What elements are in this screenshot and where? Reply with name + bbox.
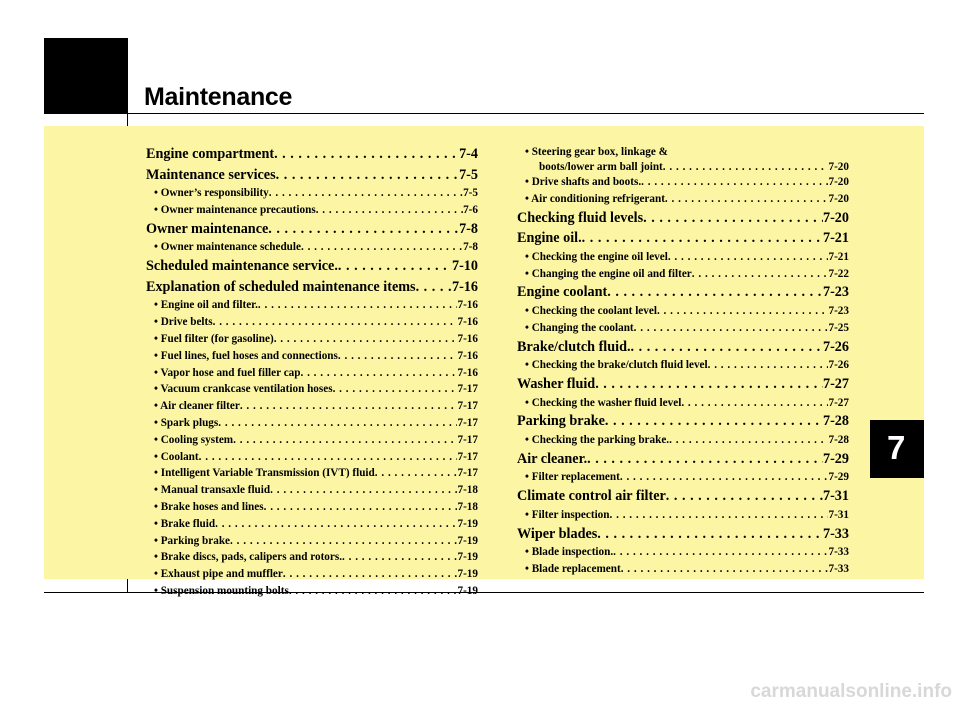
toc-entry-page: 7-33 xyxy=(828,546,849,559)
toc-entry[interactable] xyxy=(146,221,478,242)
chapter-number: 7 xyxy=(887,429,906,466)
chapter-header-block xyxy=(44,38,128,114)
toc-entry-title: • Spark plugs xyxy=(154,416,219,429)
dot-leader xyxy=(233,434,457,446)
toc-entry[interactable] xyxy=(517,193,849,210)
toc-entry[interactable] xyxy=(146,241,478,258)
toc-entry-page: 7-20 xyxy=(822,209,849,226)
dot-leader xyxy=(276,167,459,184)
dot-leader xyxy=(274,333,458,345)
toc-entry-page: 7-28 xyxy=(828,433,849,446)
toc-entry-page: 7-29 xyxy=(828,471,849,484)
dot-leader xyxy=(338,258,452,275)
toc-entry-page: 7-16 xyxy=(457,316,478,329)
toc-entry-page: 7-17 xyxy=(457,433,478,446)
dot-leader xyxy=(610,509,829,521)
dot-leader xyxy=(269,187,463,199)
toc-entry[interactable] xyxy=(517,376,849,397)
toc-entry-title: • Brake fluid xyxy=(154,517,216,530)
toc-entry[interactable] xyxy=(517,359,849,376)
toc-entry[interactable] xyxy=(146,333,478,350)
dot-leader xyxy=(258,299,458,311)
dot-leader xyxy=(641,176,828,188)
dot-leader xyxy=(283,568,458,580)
toc-entry-title: • Manual transaxle fluid xyxy=(154,484,271,497)
toc-entry[interactable] xyxy=(517,305,849,322)
dot-leader xyxy=(620,471,829,483)
toc-entry-title: • Steering gear box, linkage & xyxy=(525,146,668,158)
toc-entry[interactable] xyxy=(146,367,478,384)
toc-entry[interactable] xyxy=(146,518,478,535)
toc-entry-page: 7-17 xyxy=(457,450,478,463)
toc-entry[interactable] xyxy=(146,258,478,279)
toc-entry-page: 7-29 xyxy=(822,450,849,467)
watermark: carmanualsonline.info xyxy=(750,681,952,702)
toc-entry-title: • Engine oil and filter. xyxy=(154,299,258,312)
toc-entry-title: Wiper blades xyxy=(517,525,598,542)
toc-entry[interactable] xyxy=(517,413,849,434)
dot-leader xyxy=(230,535,457,547)
toc-entry-page: 7-28 xyxy=(822,413,849,430)
dot-leader xyxy=(595,376,823,393)
toc-entry-page: 7-31 xyxy=(822,488,849,505)
toc-entry[interactable] xyxy=(146,350,478,367)
toc-entry-title: Brake/clutch fluid. xyxy=(517,338,631,355)
toc-entry-title: Engine oil. xyxy=(517,230,582,247)
dot-leader xyxy=(218,417,457,429)
dot-leader xyxy=(665,193,829,205)
dot-leader xyxy=(666,488,823,505)
toc-entry[interactable] xyxy=(517,230,849,251)
dot-leader xyxy=(300,367,457,379)
toc-entry[interactable] xyxy=(146,535,478,552)
toc-entry[interactable] xyxy=(146,551,478,568)
page-title: Maintenance xyxy=(144,83,293,111)
dot-leader xyxy=(289,585,458,597)
toc-entry-title: boots/lower arm ball joint xyxy=(539,161,663,173)
toc-entry-title: • Checking the brake/clutch fluid level xyxy=(525,359,708,372)
toc-entry-title: • Owner’s responsibility xyxy=(154,187,269,200)
toc-entry-title: • Drive shafts and boots. xyxy=(525,176,642,188)
toc-entry[interactable] xyxy=(146,501,478,518)
toc-entry-title: • Checking the parking brake. xyxy=(525,433,670,446)
toc-entry[interactable] xyxy=(517,563,849,580)
toc-entry-title: • Checking the coolant level xyxy=(525,304,657,317)
toc-entry[interactable] xyxy=(146,146,478,167)
toc-entry-title: • Changing the engine oil and filter xyxy=(525,267,692,280)
toc-entry[interactable] xyxy=(517,488,849,509)
dot-leader xyxy=(375,467,458,479)
toc-entry-title: Climate control air filter xyxy=(517,488,666,505)
toc-entry-title: • Vacuum crankcase ventilation hoses xyxy=(154,383,333,396)
dot-leader xyxy=(681,397,828,409)
dot-leader xyxy=(607,284,823,301)
toc-entry[interactable] xyxy=(146,383,478,400)
toc-entry-page: 7-19 xyxy=(457,584,478,597)
toc-entry-page: 7-16 xyxy=(457,349,478,362)
toc-entry[interactable] xyxy=(146,467,478,484)
toc-entry-page: 7-16 xyxy=(457,299,478,312)
dot-leader xyxy=(270,484,457,496)
toc-entry-page: 7-23 xyxy=(822,284,849,301)
dot-leader xyxy=(240,400,458,412)
toc-entry-title: • Drive belts xyxy=(154,316,213,329)
toc-entry[interactable] xyxy=(517,526,849,547)
toc-entry-page: 7-8 xyxy=(459,220,478,237)
toc-entry-page: 7-21 xyxy=(822,230,849,247)
dot-leader xyxy=(634,322,829,334)
toc-entry-page: 7-21 xyxy=(828,250,849,263)
dot-leader xyxy=(692,268,829,280)
toc-entry[interactable] xyxy=(146,279,478,300)
toc-entry[interactable] xyxy=(517,509,849,526)
toc-entry-page: 7-20 xyxy=(828,176,849,188)
toc-entry-page: 7-22 xyxy=(828,267,849,280)
toc-entry-page: 7-16 xyxy=(457,366,478,379)
toc-entry-page: 7-27 xyxy=(822,375,849,392)
toc-entry-title: Engine coolant xyxy=(517,284,608,301)
toc-entry-title: • Coolant xyxy=(154,450,199,463)
toc-entry-page: 7-19 xyxy=(457,534,478,547)
toc-entry-page: 7-5 xyxy=(463,187,478,200)
toc-entry[interactable] xyxy=(146,167,478,188)
toc-entry-title: Explanation of scheduled maintenance items xyxy=(146,278,416,295)
toc-entry[interactable] xyxy=(517,451,849,472)
toc-entry-page: 7-16 xyxy=(457,332,478,345)
toc-entry[interactable] xyxy=(517,251,849,268)
toc-entry-page: 7-23 xyxy=(828,304,849,317)
toc-entry-title: • Parking brake xyxy=(154,534,231,547)
toc-entry-title: • Filter replacement xyxy=(525,471,620,484)
toc-entry-title: • Checking the washer fluid level xyxy=(525,396,682,409)
dot-leader xyxy=(669,434,828,446)
toc-entry[interactable] xyxy=(517,176,849,193)
toc-entry-title: Air cleaner. xyxy=(517,450,588,467)
toc-entry-page: 7-18 xyxy=(457,484,478,497)
toc-entry-title: • Suspension mounting bolts xyxy=(154,584,289,597)
toc-entry-page: 7-20 xyxy=(828,161,849,173)
toc-entry-page: 7-18 xyxy=(457,500,478,513)
toc-entry[interactable] xyxy=(517,146,849,161)
toc-entry-page: 7-19 xyxy=(457,517,478,530)
toc-entry-page: 7-6 xyxy=(463,203,478,216)
toc-entry-title: • Brake hoses and lines xyxy=(154,500,264,513)
toc-entry-page: 7-17 xyxy=(457,467,478,480)
toc-entry[interactable] xyxy=(146,204,478,221)
dot-leader xyxy=(621,563,829,575)
toc-entry-page: 7-17 xyxy=(457,400,478,413)
toc-entry-title: Washer fluid xyxy=(517,375,596,392)
dot-leader xyxy=(605,413,823,430)
toc-entry-page: 7-16 xyxy=(451,278,478,295)
toc-entry[interactable] xyxy=(517,434,849,451)
dot-leader xyxy=(264,501,458,513)
toc-entry[interactable] xyxy=(517,284,849,305)
toc-entry-title: • Fuel lines, fuel hoses and connections xyxy=(154,349,338,362)
toc-entry-title: • Exhaust pipe and muffler xyxy=(154,568,283,581)
toc-entry[interactable] xyxy=(517,268,849,285)
toc-entry-page: 7-19 xyxy=(457,568,478,581)
toc-entry-title: Checking fluid levels xyxy=(517,209,644,226)
toc-entry-title: • Blade inspection. xyxy=(525,546,614,559)
toc-entry-title: • Owner maintenance schedule xyxy=(154,241,301,254)
toc-entry[interactable] xyxy=(517,397,849,414)
chapter-tab[interactable] xyxy=(870,420,924,478)
toc-entry[interactable] xyxy=(146,484,478,501)
dot-leader xyxy=(316,204,463,216)
dot-leader xyxy=(587,451,823,468)
toc-right-column xyxy=(517,146,849,580)
toc-entry[interactable] xyxy=(146,434,478,451)
dot-leader xyxy=(338,350,458,362)
toc-entry[interactable] xyxy=(146,451,478,468)
toc-entry[interactable] xyxy=(146,400,478,417)
toc-entry-title: Engine compartment xyxy=(146,146,275,162)
toc-entry-title: • Air cleaner filter xyxy=(154,400,240,413)
toc-entry-title: Scheduled maintenance service. xyxy=(146,258,338,275)
dot-leader xyxy=(301,241,463,253)
toc-entry[interactable] xyxy=(517,161,849,176)
toc-entry-title: • Blade replacement xyxy=(525,562,621,575)
toc-entry-title: • Intelligent Variable Transmission (IVT) fluid xyxy=(154,467,375,480)
dot-leader xyxy=(613,546,828,558)
dot-leader xyxy=(657,305,829,317)
toc-entry-title: Owner maintenance xyxy=(146,220,269,237)
toc-entry-page: 7-4 xyxy=(459,146,478,162)
toc-entry[interactable] xyxy=(146,187,478,204)
toc-entry-title: • Brake discs, pads, calipers and rotors. xyxy=(154,551,343,564)
toc-entry-page: 7-17 xyxy=(457,383,478,396)
toc-entry[interactable] xyxy=(517,339,849,360)
toc-entry-title: Parking brake xyxy=(517,413,605,430)
dot-leader xyxy=(597,526,823,543)
toc-entry[interactable] xyxy=(517,471,849,488)
toc-entry-title: • Filter inspection xyxy=(525,508,610,521)
toc-entry-page: 7-19 xyxy=(457,551,478,564)
toc-entry[interactable] xyxy=(146,585,478,602)
toc-entry-title: • Changing the coolant xyxy=(525,321,634,334)
dot-leader xyxy=(215,518,457,530)
toc-entry-title: • Cooling system xyxy=(154,433,234,446)
toc-entry-title: Maintenance services xyxy=(146,166,276,183)
toc-entry[interactable] xyxy=(517,546,849,563)
dot-leader xyxy=(274,146,459,163)
toc-entry-page: 7-33 xyxy=(822,525,849,542)
toc-entry-title: • Vapor hose and fuel filler cap xyxy=(154,366,301,379)
toc-entry[interactable] xyxy=(517,322,849,339)
toc-entry-page: 7-5 xyxy=(459,166,478,183)
toc-entry-page: 7-20 xyxy=(828,192,849,205)
toc-entry-page: 7-25 xyxy=(828,321,849,334)
toc-entry-page: 7-26 xyxy=(828,359,849,372)
toc-entry-page: 7-33 xyxy=(828,562,849,575)
dot-leader xyxy=(663,161,829,173)
toc-entry-title: • Checking the engine oil level xyxy=(525,250,668,263)
dot-leader xyxy=(333,383,458,395)
toc-entry-page: 7-26 xyxy=(822,338,849,355)
dot-leader xyxy=(268,221,459,238)
toc-entry-title: • Fuel filter (for gasoline) xyxy=(154,332,274,345)
toc-entry-page: 7-17 xyxy=(457,416,478,429)
toc-entry-page: 7-31 xyxy=(828,508,849,521)
dot-leader xyxy=(582,230,823,247)
dot-leader xyxy=(631,339,823,356)
dot-leader xyxy=(199,451,458,463)
toc-entry-page: 7-27 xyxy=(828,396,849,409)
toc-entry[interactable] xyxy=(517,210,849,231)
toc-entry-page: 7-10 xyxy=(451,258,478,275)
toc-entry[interactable] xyxy=(146,299,478,316)
toc-entry[interactable] xyxy=(146,316,478,333)
dot-leader xyxy=(213,316,458,328)
title-underline xyxy=(128,113,924,114)
dot-leader xyxy=(643,210,823,227)
dot-leader xyxy=(708,359,829,371)
toc-entry-title: • Air conditioning refrigerant xyxy=(525,192,665,205)
toc-entry[interactable] xyxy=(146,417,478,434)
dot-leader xyxy=(416,279,452,296)
toc-entry-title: • Owner maintenance precautions xyxy=(154,203,316,216)
toc-left-column xyxy=(146,146,478,602)
toc-entry-page: 7-8 xyxy=(463,241,478,254)
dot-leader xyxy=(342,551,457,563)
toc-entry[interactable] xyxy=(146,568,478,585)
dot-leader xyxy=(668,251,829,263)
